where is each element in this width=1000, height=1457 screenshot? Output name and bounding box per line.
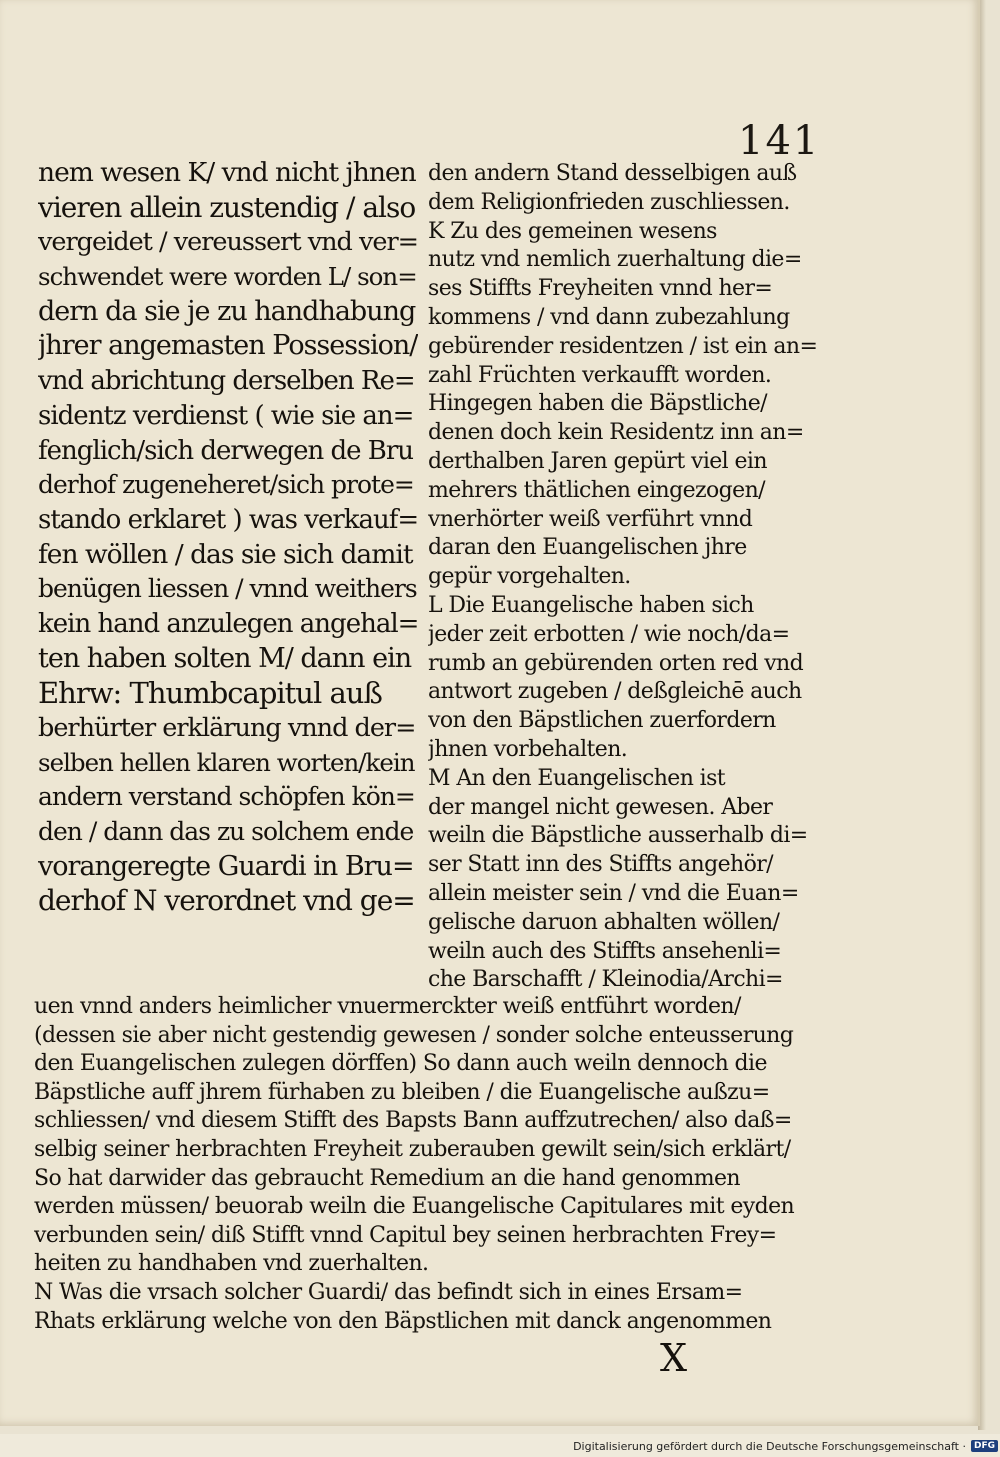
left-column-line: den / dann das zu solchem ende <box>38 817 414 847</box>
left-column-line: vergeidet / vereussert vnd ver= <box>38 227 418 258</box>
right-column-line: kommens / vnd dann zubezahlung <box>428 304 790 330</box>
catchword: X <box>660 1336 688 1380</box>
full-width-text <box>34 993 818 1336</box>
left-column-line: derhof zugeneheret/sich prote= <box>38 470 414 500</box>
right-column-line: den andern Stand desselbigen auß <box>428 161 797 186</box>
right-column-line: weiln die Bäpstliche ausserhalb di= <box>428 823 808 849</box>
left-column-line: selben hellen klaren worten/kein <box>38 747 415 777</box>
right-column-line: dem Religionfrieden zuschliessen. <box>428 189 790 215</box>
right-column-line: derthalben Jaren gepürt viel ein <box>428 448 767 474</box>
right-column-line: gelische daruon abhalten wöllen/ <box>428 909 780 935</box>
left-column-line: vnd abrichtung derselben Re= <box>38 366 415 397</box>
full-width-line: (dessen sie aber nicht gestendig gewesen / sonder solche enteusserung <box>34 1022 794 1048</box>
full-width-line: schliessen/ vnd diesem Stifft des Bapsts Bann auffzutrechen/ also daß= <box>34 1108 792 1134</box>
right-column-line: Hingegen haben die Bäpstliche/ <box>428 391 767 417</box>
left-column-line: Ehrw: Thumbcapitul auß <box>38 676 382 711</box>
full-width-line: So hat darwider das gebraucht Remedium an die hand genommen <box>34 1165 740 1191</box>
footer-credit: Digitalisierung gefördert durch die Deutsche Forschungsgemeinschaft · <box>573 1439 966 1453</box>
full-width-line: selbig seiner herbrachten Freyheit zuberauben gewilt sein/sich erklärt/ <box>34 1136 791 1162</box>
right-column-line: jeder zeit erbotten / wie noch/da= <box>428 621 790 647</box>
right-column-line: gebürender residentzen / ist ein an= <box>428 333 818 359</box>
left-column-line: vorangeregte Guardi in Bru= <box>38 850 414 882</box>
left-column-line: dern da sie je zu handhabung <box>38 295 416 327</box>
right-column-line: daran den Euangelischen jhre <box>428 535 747 561</box>
right-column-line: jhnen vorbehalten. <box>428 736 628 762</box>
left-column-line: berhürter erklärung vnnd der= <box>38 713 416 743</box>
left-column-line: sidentz verdienst ( wie sie an= <box>38 400 414 431</box>
left-column-line: fenglich/sich derwegen de Bru <box>38 435 414 466</box>
right-column-line: che Barschafft / Kleinodia/Archi= <box>428 967 783 993</box>
right-column-line: K Zu des gemeinen wesens <box>428 218 717 244</box>
dfg-logo-icon: DFG <box>971 1440 998 1452</box>
left-column-line: nem wesen K/ vnd nicht jhnen <box>38 157 416 188</box>
full-width-line: N Was die vrsach solcher Guardi/ das befindt sich in eines Ersam= <box>34 1279 743 1305</box>
left-column-line: schwendet were worden L/ son= <box>38 262 417 292</box>
right-column-line: der mangel nicht gewesen. Aber <box>428 794 773 820</box>
right-column-line: rumb an gebürenden orten red vnd <box>428 650 804 676</box>
full-width-line: uen vnnd anders heimlicher vnuermerckter weiß entführt worden/ <box>34 994 741 1019</box>
left-column-line: jhrer angemasten Possession/ <box>38 330 418 362</box>
left-column-line: vieren allein zustendig / also <box>38 190 416 224</box>
right-column-line: vnerhörter weiß verführt vnnd <box>428 506 753 532</box>
right-column-line: weiln auch des Stiffts ansehenli= <box>428 938 782 964</box>
right-column-line: M An den Euangelischen ist <box>428 765 726 791</box>
right-column-line: antwort zugeben / deßgleichē auch <box>428 679 802 705</box>
left-column-line: derhof N verordnet vnd ge= <box>38 884 415 918</box>
right-column-line: ses Stiffts Freyheiten vnnd her= <box>428 276 773 302</box>
full-width-line: den Euangelischen zulegen dörffen) So dann auch weiln dennoch die <box>34 1051 767 1077</box>
left-column-line: ten haben solten M/ dann ein <box>38 642 412 674</box>
footer <box>573 1437 998 1455</box>
full-width-line: Bäpstliche auff jhrem fürhaben zu bleiben / die Euangelische außzu= <box>34 1079 770 1105</box>
full-width-line: Rhats erklärung welche von den Bäpstlichen mit danck angenommen <box>34 1308 772 1334</box>
right-column <box>428 160 818 995</box>
left-column-line: kein hand anzulegen angehal= <box>38 608 418 639</box>
right-column-line: denen doch kein Residentz inn an= <box>428 420 804 446</box>
page-number: 141 <box>738 118 821 164</box>
right-column-line: von den Bäpstlichen zuerfordern <box>428 708 776 734</box>
right-column-line: ser Statt inn des Stiffts angehör/ <box>428 852 773 878</box>
left-column-line: andern verstand schöpfen kön= <box>38 782 415 812</box>
left-column <box>38 156 418 919</box>
right-column-line: allein meister sein / vnd die Euan= <box>428 880 799 906</box>
right-column-line: gepür vorgehalten. <box>428 564 631 590</box>
left-column-line: benügen liessen / vnnd weithers <box>38 574 417 604</box>
full-width-line: werden müssen/ beuorab weiln die Euangelische Capitulares mit eyden <box>34 1194 795 1220</box>
right-column-line: zahl Früchten verkaufft worden. <box>428 362 772 388</box>
right-column-line: L Die Euangelische haben sich <box>428 592 754 618</box>
full-width-line: heiten zu handhaben vnd zuerhalten. <box>34 1251 429 1277</box>
right-column-line: mehrers thätlichen eingezogen/ <box>428 477 765 503</box>
right-column-line: nutz vnd nemlich zuerhaltung die= <box>428 247 802 273</box>
left-column-line: stando erklaret ) was verkauf= <box>38 504 418 535</box>
left-column-line: fen wöllen / das sie sich damit <box>38 538 413 570</box>
full-width-line: verbunden sein/ diß Stifft vnnd Capitul bey seinen herbrachten Frey= <box>34 1222 777 1248</box>
